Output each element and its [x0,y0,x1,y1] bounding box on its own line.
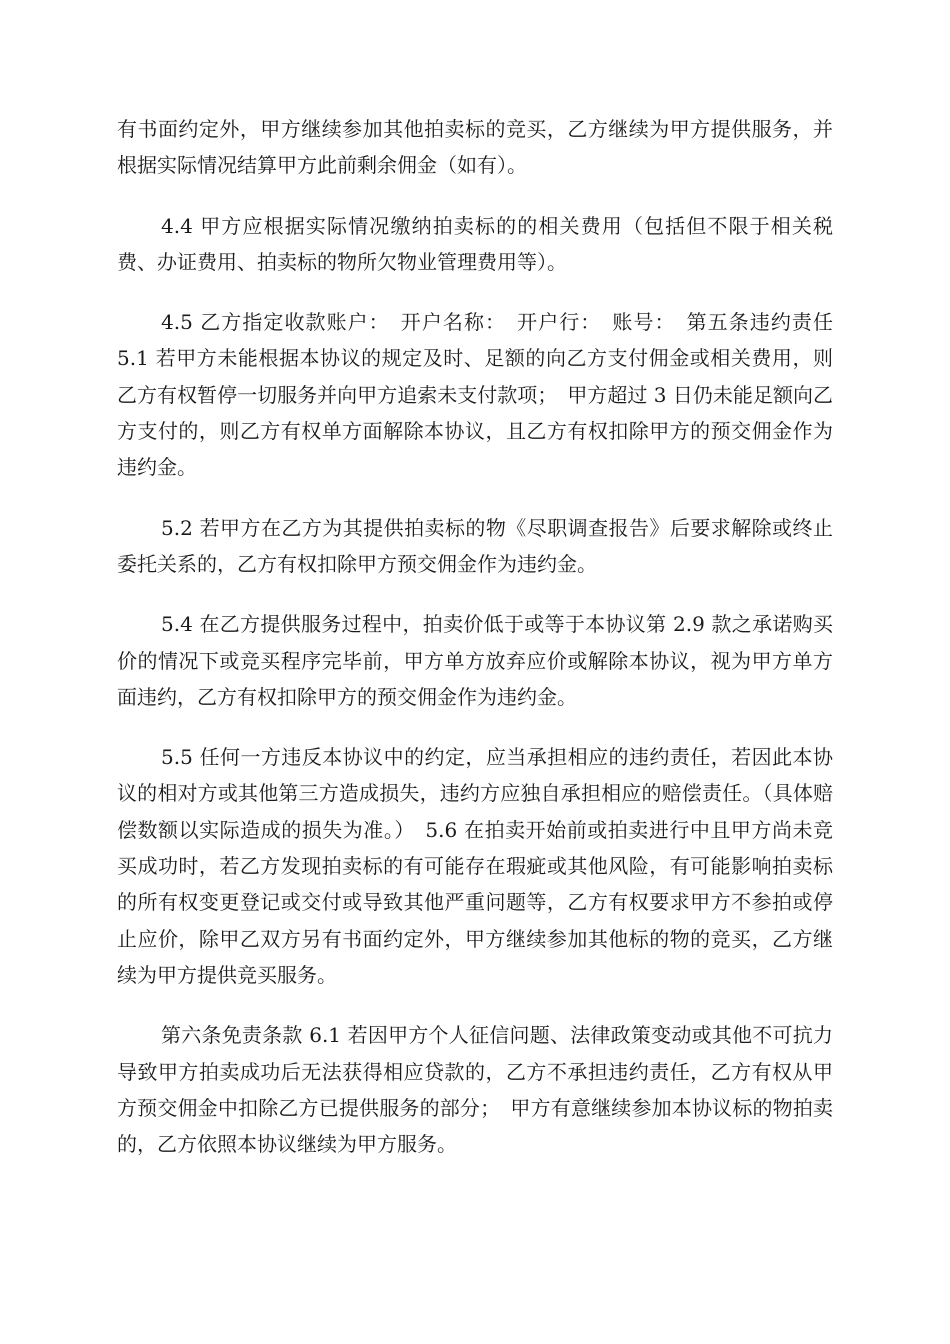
paragraph-5-4: 5.4 在乙方提供服务过程中，拍卖价低于或等于本协议第 2.9 款之承诺购买价的情况下或竞买程序完毕前，甲方单方放弃应价或解除本协议，视为甲方单方面违约，乙方有权扣除甲方的预交佣金作为违约金。 [117,612,833,709]
paragraph-4-5: 4.5 乙方指定收款账户： 开户名称： 开户行： 账号： 第五条违约责任 5.1 若甲方未能根据本协议的规定及时、足额的向乙方支付佣金或相关费用，则乙方有权暂停一切服务并向甲方追索未支付款项； 甲方超过 3 日仍未能足额向乙方支付的，则乙方有权单方面解除本协议，且乙方有权扣除甲方的预交佣金作为违约金。 [117,310,840,480]
paragraph-continuation: 有书面约定外，甲方继续参加其他拍卖标的竞买，乙方继续为甲方提供服务，并根据实际情况结算甲方此前剩余佣金（如有）。 [117,117,833,178]
paragraph-article-6: 第六条免责条款 6.1 若因甲方个人征信问题、法律政策变动或其他不可抗力导致甲方拍卖成功后无法获得相应贷款的，乙方不承担违约责任，乙方有权从甲方预交佣金中扣除乙方已提供服务的部分； 甲方有意继续参加本协议标的物拍卖的，乙方依照本协议继续为甲方服务。 [117,1023,833,1157]
paragraph-5-5: 5.5 任何一方违反本协议中的约定，应当承担相应的违约责任，若因此本协议的相对方或其他第三方造成损失，违约方应独自承担相应的赔偿责任。（具体赔偿数额以实际造成的损失为准。） 5.6 在拍卖开始前或拍卖进行中且甲方尚未竞买成功时，若乙方发现拍卖标的有可能存在瑕疵或其他风险，有可能影响拍卖标的所有权变更登记或交付或导致其他严重问题等，乙方有权要求甲方不参拍或停止应价，除甲乙双方另有书面约定外，甲方继续参加其他标的物的竞买，乙方继续为甲方提供竞买服务。 [117,745,833,987]
document-body [117,111,840,1186]
paragraph-5-2: 5.2 若甲方在乙方为其提供拍卖标的物《尽职调查报告》后要求解除或终止委托关系的，乙方有权扣除甲方预交佣金作为违约金。 [117,515,833,576]
paragraph-4-4: 4.4 甲方应根据实际情况缴纳拍卖标的的相关费用（包括但不限于相关税费、办证费用、拍卖标的物所欠物业管理费用等）。 [117,213,833,274]
